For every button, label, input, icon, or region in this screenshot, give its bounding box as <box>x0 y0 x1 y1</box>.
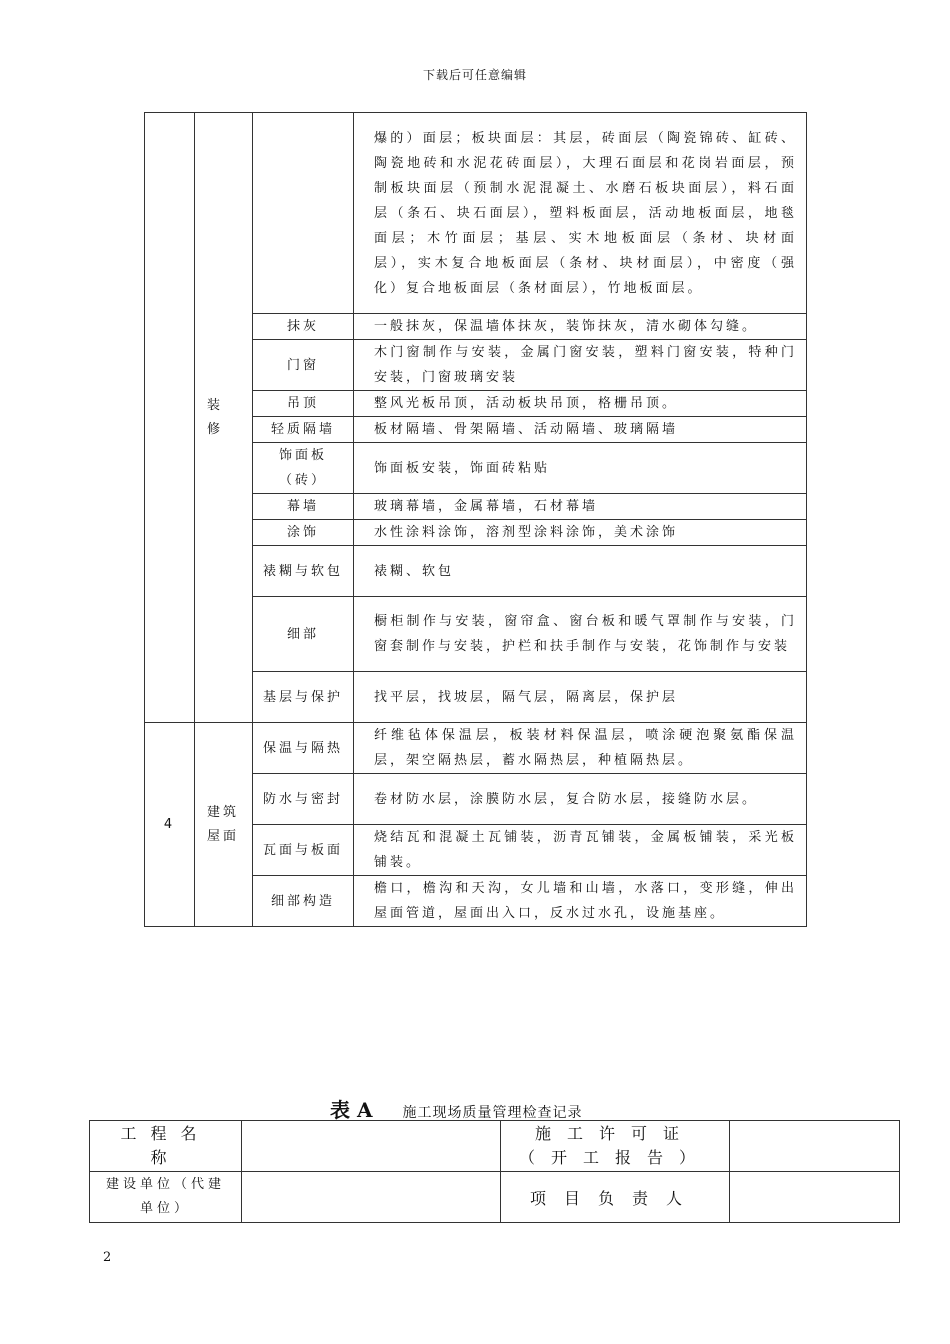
sub-item-cell: 饰面板（砖） <box>253 443 354 494</box>
description-cell: 檐口，檐沟和天沟，女儿墙和山墙，水落口，变形缝，伸出屋面管道，屋面出入口，反水过水孔，设施基座。 <box>354 876 807 927</box>
description-cell: 裱糊、软包 <box>354 546 807 597</box>
group-number: 4 <box>145 723 195 927</box>
category-label: 装修 <box>207 397 224 437</box>
table-row <box>90 1172 900 1223</box>
description-cell: 一般抹灰，保温墙体抹灰，装饰抹灰，清水砌体勾缝。 <box>354 314 807 340</box>
builder-value <box>242 1172 501 1223</box>
description-cell: 玻璃幕墙，金属幕墙，石材幕墙 <box>354 494 807 520</box>
sub-item-cell: 细部 <box>253 597 354 672</box>
table-row <box>145 113 807 314</box>
table-row <box>90 1121 900 1172</box>
manager-value <box>730 1172 900 1223</box>
table-a-title: 施工现场质量管理检查记录 <box>402 1105 583 1121</box>
category-decoration <box>195 113 253 723</box>
permit-value <box>730 1121 900 1172</box>
quality-record-table <box>89 1120 900 1223</box>
description-cell: 纤维毡体保温层，板装材料保温层，喷涂硬泡聚氨酯保温层，架空隔热层，蓄水隔热层，种植隔热层。 <box>354 723 807 774</box>
sub-item-cell: 轻质隔墙 <box>253 417 354 443</box>
permit-label-cell <box>501 1121 730 1172</box>
builder-label-cell <box>90 1172 242 1223</box>
table-a-heading <box>330 1094 582 1123</box>
construction-items-table <box>144 112 807 927</box>
sub-item-cell: 防水与密封 <box>253 774 354 825</box>
page-number: 2 <box>103 1250 112 1265</box>
project-name-value <box>242 1121 501 1172</box>
description-cell: 水性涂料涂饰，溶剂型涂料涂饰，美术涂饰 <box>354 520 807 546</box>
sub-item-cell: 涂饰 <box>253 520 354 546</box>
description-cell: 板材隔墙、骨架隔墙、活动隔墙、玻璃隔墙 <box>354 417 807 443</box>
sub-item-cell: 幕墙 <box>253 494 354 520</box>
sub-item-cell: 门窗 <box>253 340 354 391</box>
sub-item-cell: 吊顶 <box>253 391 354 417</box>
category-roof <box>195 723 253 927</box>
description-cell: 整风光板吊顶，活动板块吊顶，格栅吊顶。 <box>354 391 807 417</box>
description-cell: 卷材防水层，涂膜防水层，复合防水层，接缝防水层。 <box>354 774 807 825</box>
description-cell: 木门窗制作与安装，金属门窗安装，塑料门窗安装，特种门安装，门窗玻璃安装 <box>354 340 807 391</box>
project-name-label-cell <box>90 1121 242 1172</box>
group-number-cell <box>145 113 195 723</box>
header-note: 下载后可任意编辑 <box>422 68 527 82</box>
table-row <box>145 723 807 774</box>
category-label: 建筑屋面 <box>207 804 240 844</box>
sub-item-cell: 保温与隔热 <box>253 723 354 774</box>
sub-item-cell: 瓦面与板面 <box>253 825 354 876</box>
sub-item-cell: 基层与保护 <box>253 672 354 723</box>
description-cell: 爆的）面层；板块面层：其层，砖面层（陶瓷锦砖、缸砖、陶瓷地砖和水泥花砖面层），大理石面层和花岗岩面层，预制板块面层（预制水泥混凝土、水磨石板块面层），料石面层（条石、块石面层），塑料板面层，活动地板面层，地毯面层；木竹面层；基层、实木地板面层（条材、块材面层），实木复合地板面层（条材、块材面层），中密度（强化）复合地板面层（条材面层），竹地板面层。 <box>354 113 807 314</box>
manager-label: 项目负责人 <box>529 1188 700 1208</box>
description-cell: 烧结瓦和混凝土瓦铺装，沥青瓦铺装，金属板铺装，采光板铺装。 <box>354 825 807 876</box>
description-cell: 饰面板安装，饰面砖粘贴 <box>354 443 807 494</box>
permit-sub-label: （开工报告） <box>518 1148 711 1167</box>
manager-label-cell <box>501 1172 730 1223</box>
permit-label: 施工许可证 <box>534 1124 695 1143</box>
sub-item-cell <box>253 113 354 314</box>
sub-item-cell: 细部构造 <box>253 876 354 927</box>
sub-item-cell: 裱糊与软包 <box>253 546 354 597</box>
table-a-label: 表 A <box>330 1098 373 1122</box>
description-cell: 橱柜制作与安装，窗帘盒、窗台板和暖气罩制作与安装，门窗套制作与安装，护栏和扶手制作与安装，花饰制作与安装 <box>354 597 807 672</box>
description-cell: 找平层，找坡层，隔气层，隔离层，保护层 <box>354 672 807 723</box>
builder-label: 建设单位（代建单位） <box>105 1177 225 1216</box>
sub-item-cell: 抹灰 <box>253 314 354 340</box>
project-name-label: 工程名称 <box>120 1124 211 1167</box>
